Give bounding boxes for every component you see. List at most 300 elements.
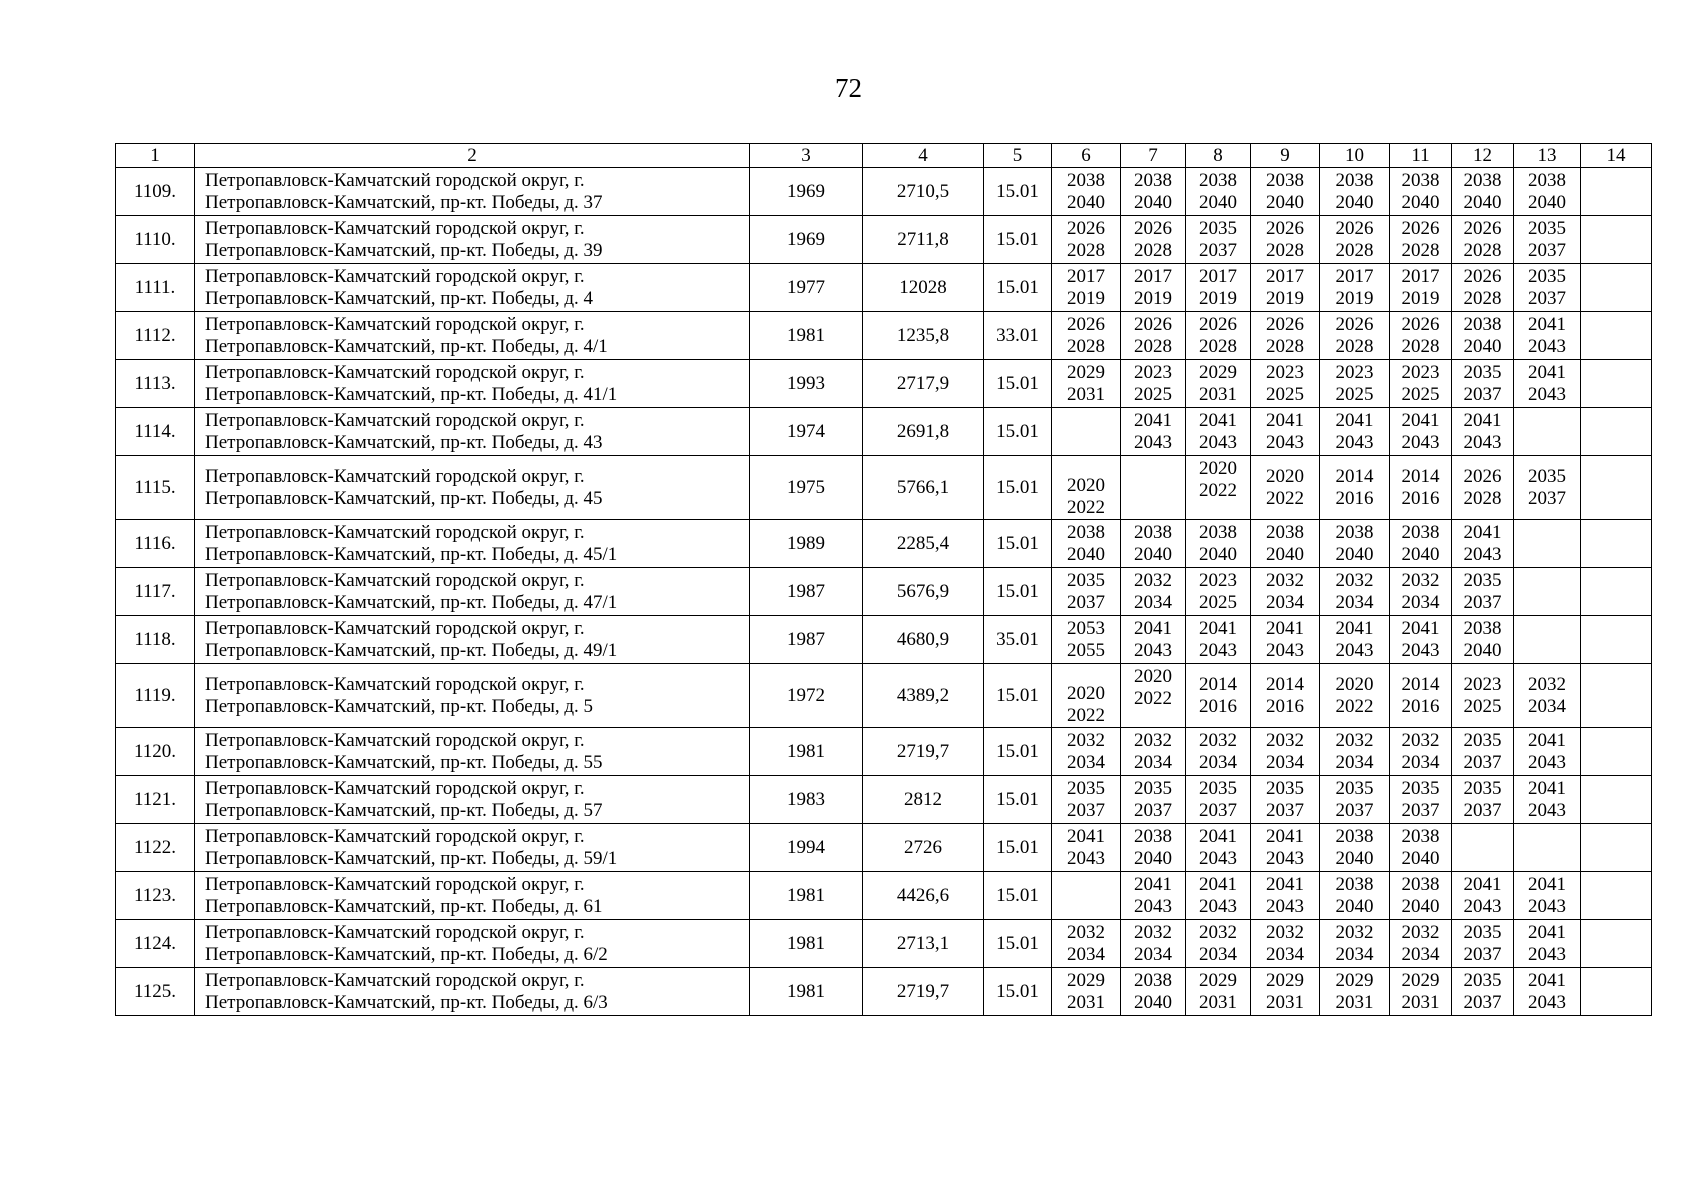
column-number-header: 8 xyxy=(1186,144,1251,168)
period-cell xyxy=(1390,168,1452,216)
period-cell xyxy=(1390,920,1452,968)
period-end-year: 2043 xyxy=(1528,799,1566,821)
row-number-cell: 1122. xyxy=(116,824,195,872)
period-cell xyxy=(1320,616,1390,664)
code-cell: 15.01 xyxy=(984,216,1052,264)
period-start-year: 2026 xyxy=(1463,466,1502,487)
period-start-year: 2041 xyxy=(1528,314,1566,335)
period-cell xyxy=(1514,168,1581,216)
area-cell: 5766,1 xyxy=(863,456,984,520)
period-cell xyxy=(1452,520,1514,568)
period-end-year: 2028 xyxy=(1199,335,1237,357)
period-end-year: 2043 xyxy=(1134,639,1172,661)
period-cell xyxy=(1121,568,1186,616)
period-start-year: 2023 xyxy=(1463,674,1502,695)
period-end-year: 2031 xyxy=(1067,991,1105,1013)
period-end-year: 2040 xyxy=(1463,335,1502,357)
year-built-cell: 1987 xyxy=(750,568,863,616)
address-cell xyxy=(195,264,750,312)
period-start-year: 2041 xyxy=(1528,970,1566,991)
year-built-cell: 1981 xyxy=(750,312,863,360)
year-built-cell: 1989 xyxy=(750,520,863,568)
period-cell xyxy=(1390,872,1452,920)
address-line: Петропавловск-Камчатский, пр-кт. Победы, д. 47/1 xyxy=(205,591,618,613)
period-start-year: 2041 xyxy=(1266,410,1304,431)
address-line: Петропавловск-Камчатский городской округ, г. xyxy=(205,266,585,287)
period-end-year: 2037 xyxy=(1528,287,1566,309)
address-line: Петропавловск-Камчатский городской округ, г. xyxy=(205,170,585,191)
period-cell xyxy=(1514,568,1581,616)
period-cell xyxy=(1581,664,1652,728)
period-end-year: 2034 xyxy=(1199,943,1237,965)
year-built-cell: 1983 xyxy=(750,776,863,824)
address-line: Петропавловск-Камчатский городской округ, г. xyxy=(205,730,585,751)
period-start-year: 2026 xyxy=(1335,314,1374,335)
period-cell xyxy=(1452,920,1514,968)
period-end-year: 2037 xyxy=(1463,943,1502,965)
period-end-year: 2043 xyxy=(1463,895,1502,917)
period-cell xyxy=(1390,312,1452,360)
period-cell xyxy=(1390,664,1452,728)
period-start-year: 2035 xyxy=(1335,778,1374,799)
period-cell xyxy=(1186,216,1251,264)
period-cell xyxy=(1581,776,1652,824)
period-start-year: 2023 xyxy=(1266,362,1304,383)
period-end-year: 2034 xyxy=(1401,751,1440,773)
period-start-year: 2041 xyxy=(1401,618,1440,639)
period-start-year: 2038 xyxy=(1401,826,1440,847)
period-cell xyxy=(1514,824,1581,872)
address-cell xyxy=(195,920,750,968)
period-cell xyxy=(1121,616,1186,664)
period-start-year: 2017 xyxy=(1067,266,1105,287)
period-cell xyxy=(1121,408,1186,456)
period-cell xyxy=(1052,616,1121,664)
address-line: Петропавловск-Камчатский городской округ, г. xyxy=(205,618,585,639)
table-row xyxy=(116,216,1652,264)
period-start-year: 2038 xyxy=(1335,170,1374,191)
period-start-year: 2023 xyxy=(1335,362,1374,383)
period-start-year: 2029 xyxy=(1199,970,1237,991)
period-start-year: 2026 xyxy=(1401,314,1440,335)
period-start-year: 2041 xyxy=(1335,410,1374,431)
row-number-cell: 1110. xyxy=(116,216,195,264)
column-number-header: 2 xyxy=(195,144,750,168)
period-cell xyxy=(1452,872,1514,920)
housing-repair-schedule-table xyxy=(115,143,1652,1016)
period-cell xyxy=(1121,456,1186,520)
period-cell xyxy=(1052,728,1121,776)
period-start-year: 2038 xyxy=(1401,874,1440,895)
period-cell xyxy=(1452,456,1514,520)
column-number-header: 4 xyxy=(863,144,984,168)
period-cell xyxy=(1390,360,1452,408)
address-line: Петропавловск-Камчатский городской округ, г. xyxy=(205,218,585,239)
period-cell xyxy=(1052,968,1121,1016)
period-cell xyxy=(1121,168,1186,216)
period-cell xyxy=(1052,664,1121,728)
period-start-year: 2053 xyxy=(1067,618,1105,639)
period-end-year: 2034 xyxy=(1067,751,1105,773)
period-cell xyxy=(1121,312,1186,360)
period-cell xyxy=(1390,264,1452,312)
period-start-year: 2017 xyxy=(1335,266,1374,287)
period-end-year: 2040 xyxy=(1401,895,1440,917)
period-start-year: 2017 xyxy=(1266,266,1304,287)
period-end-year: 2028 xyxy=(1266,335,1304,357)
column-number-header: 11 xyxy=(1390,144,1452,168)
address-cell xyxy=(195,664,750,728)
period-end-year: 2016 xyxy=(1199,695,1237,717)
period-cell xyxy=(1514,456,1581,520)
period-end-year: 2034 xyxy=(1199,751,1237,773)
period-cell xyxy=(1452,728,1514,776)
period-start-year: 2041 xyxy=(1199,874,1237,895)
year-built-cell: 1981 xyxy=(750,728,863,776)
period-cell xyxy=(1581,920,1652,968)
address-line: Петропавловск-Камчатский, пр-кт. Победы, д. 4 xyxy=(205,287,594,309)
period-start-year: 2038 xyxy=(1266,170,1304,191)
period-start-year: 2041 xyxy=(1266,874,1304,895)
period-end-year: 2040 xyxy=(1266,191,1304,213)
period-end-year: 2040 xyxy=(1335,847,1374,869)
period-cell xyxy=(1052,360,1121,408)
address-line: Петропавловск-Камчатский городской округ, г. xyxy=(205,826,585,847)
period-end-year: 2040 xyxy=(1401,191,1440,213)
code-cell: 15.01 xyxy=(984,264,1052,312)
period-cell xyxy=(1390,408,1452,456)
period-start-year: 2017 xyxy=(1134,266,1172,287)
period-cell xyxy=(1052,568,1121,616)
period-start-year: 2035 xyxy=(1199,778,1237,799)
address-line: Петропавловск-Камчатский городской округ, г. xyxy=(205,522,585,543)
period-start-year: 2038 xyxy=(1134,522,1172,543)
year-built-cell: 1994 xyxy=(750,824,863,872)
period-end-year: 2043 xyxy=(1199,431,1237,453)
period-cell xyxy=(1390,520,1452,568)
period-end-year: 2034 xyxy=(1401,591,1440,613)
area-cell: 2713,1 xyxy=(863,920,984,968)
period-end-year: 2034 xyxy=(1335,591,1374,613)
area-cell: 4426,6 xyxy=(863,872,984,920)
period-start-year: 2020 xyxy=(1199,458,1237,479)
period-cell xyxy=(1251,664,1320,728)
period-cell xyxy=(1251,568,1320,616)
code-cell: 15.01 xyxy=(984,408,1052,456)
period-end-year: 2034 xyxy=(1134,591,1172,613)
period-end-year: 2037 xyxy=(1067,799,1105,821)
table-row xyxy=(116,312,1652,360)
period-cell xyxy=(1320,264,1390,312)
address-line: Петропавловск-Камчатский городской округ, г. xyxy=(205,778,585,799)
period-cell xyxy=(1320,520,1390,568)
row-number-cell: 1111. xyxy=(116,264,195,312)
column-number-header: 5 xyxy=(984,144,1052,168)
period-end-year: 2025 xyxy=(1199,591,1237,613)
period-end-year: 2028 xyxy=(1335,239,1374,261)
year-built-cell: 1969 xyxy=(750,216,863,264)
address-line: Петропавловск-Камчатский, пр-кт. Победы, д. 45/1 xyxy=(205,543,618,565)
period-end-year: 2028 xyxy=(1134,335,1172,357)
period-start-year: 2038 xyxy=(1463,314,1502,335)
address-line: Петропавловск-Камчатский, пр-кт. Победы, д. 49/1 xyxy=(205,639,618,661)
period-end-year: 2031 xyxy=(1067,383,1105,405)
period-start-year: 2032 xyxy=(1266,730,1304,751)
period-start-year: 2032 xyxy=(1401,922,1440,943)
period-start-year: 2026 xyxy=(1067,218,1105,239)
period-end-year: 2040 xyxy=(1199,543,1237,565)
period-start-year: 2029 xyxy=(1266,970,1304,991)
address-cell xyxy=(195,728,750,776)
period-end-year: 2031 xyxy=(1266,991,1304,1013)
table-row xyxy=(116,520,1652,568)
period-end-year: 2040 xyxy=(1199,191,1237,213)
period-end-year: 2031 xyxy=(1401,991,1440,1013)
column-number-header: 3 xyxy=(750,144,863,168)
period-end-year: 2019 xyxy=(1401,287,1440,309)
period-end-year: 2034 xyxy=(1134,943,1172,965)
period-end-year: 2034 xyxy=(1266,751,1304,773)
period-start-year: 2038 xyxy=(1134,970,1172,991)
table-row xyxy=(116,968,1652,1016)
period-end-year: 2040 xyxy=(1067,543,1105,565)
period-start-year: 2041 xyxy=(1067,826,1105,847)
period-end-year: 2043 xyxy=(1199,847,1237,869)
period-cell xyxy=(1186,168,1251,216)
period-cell xyxy=(1186,616,1251,664)
period-start-year: 2035 xyxy=(1463,362,1502,383)
table-row xyxy=(116,920,1652,968)
address-line: Петропавловск-Камчатский городской округ, г. xyxy=(205,362,585,383)
period-cell xyxy=(1390,616,1452,664)
period-cell xyxy=(1251,824,1320,872)
period-cell xyxy=(1121,776,1186,824)
period-start-year: 2026 xyxy=(1335,218,1374,239)
period-end-year: 2037 xyxy=(1463,591,1502,613)
period-start-year: 2035 xyxy=(1463,570,1502,591)
period-end-year: 2043 xyxy=(1528,383,1566,405)
row-number-cell: 1119. xyxy=(116,664,195,728)
period-start-year: 2035 xyxy=(1528,266,1566,287)
address-line: Петропавловск-Камчатский городской округ, г. xyxy=(205,466,585,487)
period-end-year: 2016 xyxy=(1401,487,1440,509)
area-cell: 4389,2 xyxy=(863,664,984,728)
year-built-cell: 1981 xyxy=(750,872,863,920)
address-cell xyxy=(195,408,750,456)
year-built-cell: 1981 xyxy=(750,968,863,1016)
table-row xyxy=(116,168,1652,216)
period-cell xyxy=(1052,520,1121,568)
period-cell xyxy=(1052,872,1121,920)
address-line: Петропавловск-Камчатский, пр-кт. Победы, д. 5 xyxy=(205,695,594,717)
year-built-cell: 1974 xyxy=(750,408,863,456)
address-line: Петропавловск-Камчатский городской округ, г. xyxy=(205,874,585,895)
period-start-year: 2038 xyxy=(1401,170,1440,191)
period-cell xyxy=(1320,872,1390,920)
period-cell xyxy=(1390,216,1452,264)
period-end-year: 2043 xyxy=(1528,943,1566,965)
row-number-cell: 1112. xyxy=(116,312,195,360)
table-row xyxy=(116,872,1652,920)
period-start-year: 2035 xyxy=(1199,218,1237,239)
row-number-cell: 1115. xyxy=(116,456,195,520)
period-cell xyxy=(1390,824,1452,872)
period-start-year: 2026 xyxy=(1463,218,1502,239)
period-start-year: 2038 xyxy=(1134,826,1172,847)
table-row xyxy=(116,664,1652,728)
period-start-year: 2041 xyxy=(1199,826,1237,847)
period-cell xyxy=(1514,408,1581,456)
address-line: Петропавловск-Камчатский городской округ, г. xyxy=(205,970,585,991)
area-cell: 5676,9 xyxy=(863,568,984,616)
period-start-year: 2014 xyxy=(1401,674,1440,695)
period-end-year: 2043 xyxy=(1134,895,1172,917)
period-cell xyxy=(1052,216,1121,264)
period-start-year: 2026 xyxy=(1463,266,1502,287)
period-end-year: 2043 xyxy=(1528,895,1566,917)
year-built-cell: 1993 xyxy=(750,360,863,408)
period-end-year: 2040 xyxy=(1134,543,1172,565)
period-start-year: 2041 xyxy=(1528,778,1566,799)
table-row xyxy=(116,456,1652,520)
period-start-year: 2032 xyxy=(1401,570,1440,591)
period-end-year: 2016 xyxy=(1401,695,1440,717)
period-end-year: 2034 xyxy=(1335,943,1374,965)
period-start-year: 2041 xyxy=(1528,874,1566,895)
period-start-year: 2035 xyxy=(1463,730,1502,751)
period-end-year: 2037 xyxy=(1528,487,1566,509)
period-start-year: 2038 xyxy=(1067,522,1105,543)
code-cell: 15.01 xyxy=(984,360,1052,408)
address-cell xyxy=(195,968,750,1016)
area-cell: 2285,4 xyxy=(863,520,984,568)
column-number-header: 1 xyxy=(116,144,195,168)
period-cell xyxy=(1186,664,1251,728)
period-start-year: 2032 xyxy=(1266,570,1304,591)
area-cell: 12028 xyxy=(863,264,984,312)
area-cell: 2812 xyxy=(863,776,984,824)
period-end-year: 2037 xyxy=(1067,591,1105,613)
period-start-year: 2041 xyxy=(1335,618,1374,639)
period-cell xyxy=(1251,408,1320,456)
period-cell xyxy=(1052,264,1121,312)
period-end-year: 2022 xyxy=(1067,496,1105,518)
period-end-year: 2028 xyxy=(1134,239,1172,261)
period-end-year: 2040 xyxy=(1067,191,1105,213)
area-cell: 2691,8 xyxy=(863,408,984,456)
period-end-year: 2043 xyxy=(1463,543,1502,565)
address-cell xyxy=(195,168,750,216)
year-built-cell: 1977 xyxy=(750,264,863,312)
period-start-year: 2026 xyxy=(1266,218,1304,239)
period-end-year: 2034 xyxy=(1067,943,1105,965)
period-start-year: 2023 xyxy=(1401,362,1440,383)
period-start-year: 2041 xyxy=(1134,410,1172,431)
address-cell xyxy=(195,776,750,824)
address-line: Петропавловск-Камчатский, пр-кт. Победы, д. 37 xyxy=(205,191,603,213)
period-start-year: 2035 xyxy=(1134,778,1172,799)
period-start-year: 2020 xyxy=(1335,674,1374,695)
area-cell: 1235,8 xyxy=(863,312,984,360)
period-end-year: 2025 xyxy=(1401,383,1440,405)
period-cell xyxy=(1581,824,1652,872)
period-cell xyxy=(1390,456,1452,520)
period-end-year: 2034 xyxy=(1134,751,1172,773)
area-cell: 2711,8 xyxy=(863,216,984,264)
period-cell xyxy=(1320,360,1390,408)
year-built-cell: 1975 xyxy=(750,456,863,520)
period-cell xyxy=(1581,312,1652,360)
row-number-cell: 1121. xyxy=(116,776,195,824)
period-end-year: 2043 xyxy=(1463,431,1502,453)
period-end-year: 2025 xyxy=(1266,383,1304,405)
column-number-header: 13 xyxy=(1514,144,1581,168)
page-number: 72 xyxy=(835,73,862,103)
period-cell xyxy=(1452,216,1514,264)
period-start-year: 2041 xyxy=(1463,874,1502,895)
column-number-header: 7 xyxy=(1121,144,1186,168)
address-cell xyxy=(195,568,750,616)
address-line: Петропавловск-Камчатский, пр-кт. Победы, д. 6/3 xyxy=(205,991,608,1013)
address-line: Петропавловск-Камчатский городской округ, г. xyxy=(205,314,585,335)
period-end-year: 2034 xyxy=(1401,943,1440,965)
period-cell xyxy=(1052,408,1121,456)
period-end-year: 2043 xyxy=(1528,991,1566,1013)
period-cell xyxy=(1320,776,1390,824)
period-start-year: 2017 xyxy=(1401,266,1440,287)
period-cell xyxy=(1452,568,1514,616)
period-cell xyxy=(1121,968,1186,1016)
period-cell xyxy=(1186,872,1251,920)
period-cell xyxy=(1581,568,1652,616)
period-start-year: 2038 xyxy=(1463,170,1502,191)
period-end-year: 2019 xyxy=(1067,287,1105,309)
period-end-year: 2028 xyxy=(1401,239,1440,261)
period-end-year: 2043 xyxy=(1335,431,1374,453)
period-start-year: 2014 xyxy=(1199,674,1237,695)
period-cell xyxy=(1186,776,1251,824)
period-start-year: 2041 xyxy=(1401,410,1440,431)
period-end-year: 2043 xyxy=(1266,431,1304,453)
period-cell xyxy=(1452,616,1514,664)
period-end-year: 2040 xyxy=(1335,895,1374,917)
row-number-cell: 1125. xyxy=(116,968,195,1016)
area-cell: 4680,9 xyxy=(863,616,984,664)
period-start-year: 2032 xyxy=(1335,570,1374,591)
period-end-year: 2028 xyxy=(1401,335,1440,357)
period-start-year: 2041 xyxy=(1266,826,1304,847)
address-line: Петропавловск-Камчатский, пр-кт. Победы, д. 59/1 xyxy=(205,847,618,869)
period-cell xyxy=(1514,264,1581,312)
period-start-year: 2035 xyxy=(1266,778,1304,799)
period-cell xyxy=(1121,920,1186,968)
period-start-year: 2029 xyxy=(1401,970,1440,991)
period-cell xyxy=(1390,968,1452,1016)
period-cell xyxy=(1390,776,1452,824)
period-cell xyxy=(1251,456,1320,520)
period-end-year: 2043 xyxy=(1134,431,1172,453)
period-end-year: 2040 xyxy=(1463,639,1502,661)
period-end-year: 2034 xyxy=(1335,751,1374,773)
period-start-year: 2032 xyxy=(1199,922,1237,943)
period-start-year: 2014 xyxy=(1335,466,1374,487)
period-cell xyxy=(1186,968,1251,1016)
period-end-year: 2022 xyxy=(1335,695,1374,717)
period-start-year: 2041 xyxy=(1134,618,1172,639)
period-cell xyxy=(1121,872,1186,920)
period-end-year: 2043 xyxy=(1067,847,1105,869)
period-end-year: 2028 xyxy=(1067,239,1105,261)
